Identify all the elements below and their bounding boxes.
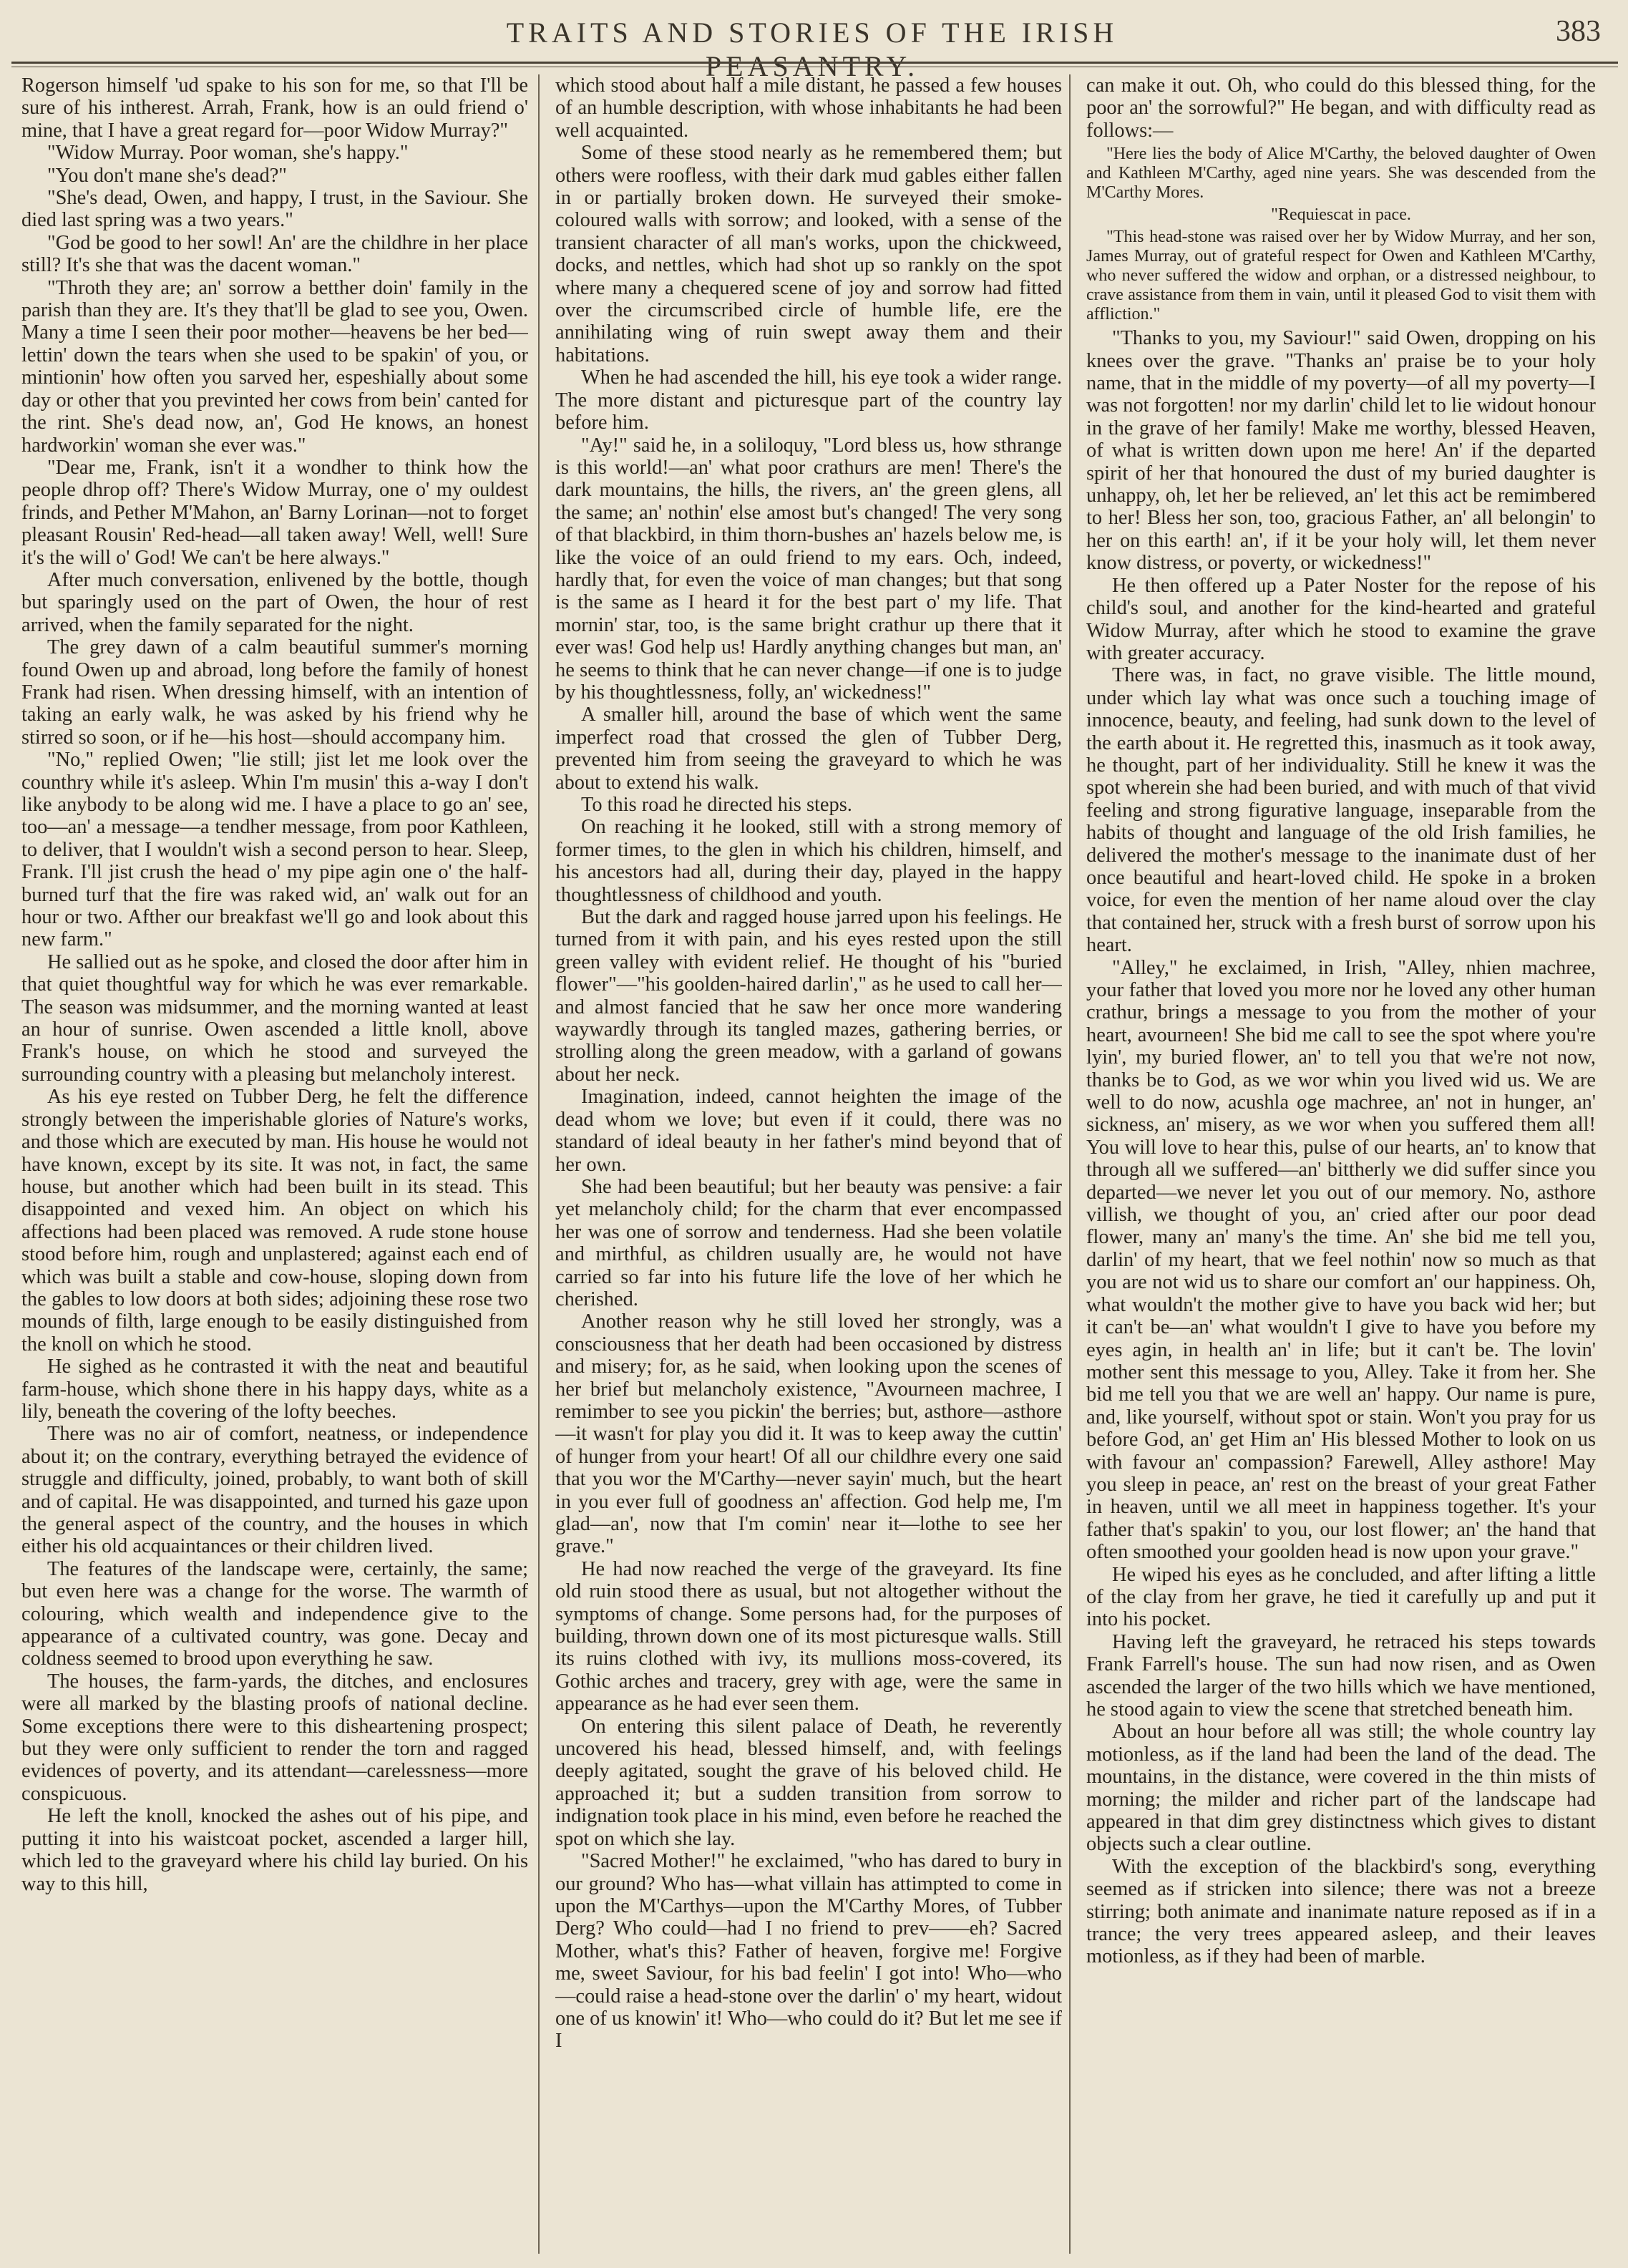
paragraph: "Sacred Mother!" he exclaimed, "who has dared to bury in our ground? Who has—what villain has attimpted to come in upon the M'Carthys—upon the M'Carthy Mores, of Tubber Derg? Who could—had I no friend to prev——eh? Sacred Mother, what's this? Father of heaven, forgive me! Forgive me, sweet Saviour, for his bad feelin' I got into! Who—who—could raise a head-stone over the darlin' o' my heart, widout one of us knowin' it! Who—who could do it? But let me see if I	[555, 1850, 1062, 2053]
paragraph: He left the knoll, knocked the ashes out of his pipe, and putting it into his waistcoat pocket, ascended a larger hill, which led to the graveyard where his child lay buried. On his way to this hill,	[21, 1805, 528, 1895]
running-title: TRAITS AND STORIES OF THE IRISH	[506, 16, 1118, 49]
header-rule	[11, 62, 1618, 64]
paragraph: "Dear me, Frank, isn't it a wondher to think how the people dhrop off? There's Widow Murray, one o' my ouldest frinds, and Pether M'Mahon, an' Barny Lorinan—not to forget pleasant Rousin' Red-head—all taken away! Well, well! Sure it's the will o' God! We can't be here always."	[21, 456, 528, 569]
column-divider	[538, 74, 540, 2254]
page-header	[0, 0, 1628, 69]
paragraph: Some of these stood nearly as he remembered them; but others were roofless, with their dark mud gables either fallen in or partially broken down. He surveyed their smoke-coloured walls with sorrow; and looked, with a sense of the transient character of all man's works, upon the chickweed, docks, and nettles, which had shot up so rankly on the spot where many a chequered scene of joy and sorrow had fitted over the circumscribed circle of humble life, ere the annihilating wing of ruin swept away them and their habitations.	[555, 142, 1062, 366]
paragraph: On reaching it he looked, still with a strong memory of former times, to the glen in which his children, himself, and his ancestors had all, during their day, played in the happy thoughtlessness of childhood and youth.	[555, 816, 1062, 906]
paragraph: "This head-stone was raised over her by Widow Murray, and her son, James Murray, out of grateful respect for Owen and Kathleen M'Carthy, who never suffered the widow and orphan, or a distressed neighbour, to crave assistance from them in vain, until it pleased God to visit them with affliction."	[1086, 228, 1596, 324]
paragraph: Another reason why he still loved her strongly, was a consciousness that her death had been occasioned by distress and misery; for, as he said, when looking upon the scenes of her brief but melancholy existence, "Avourneen machree, I remimber to see you pickin' the berries; but, asthore—asthore—it wasn't for play you did it. It was to keep away the cuttin' of hunger from your heart! Of all our childhre every one said that you wor the M'Carthy—never sayin' much, but the heart in you ever full of goodness an' affection. God help me, I'm glad—an', now that I'm comin' near it—lothe to see her grave."	[555, 1310, 1062, 1558]
text-column-3	[1086, 74, 1596, 2254]
paragraph: "Throth they are; an' sorrow a betther doin' family in the parish than they are. It's they that'll be glad to see you, Owen. Many a time I seen their poor mother—heavens be her bed—lettin' down the tears when she used to be spakin' of you, or mintionin' how often you sarved her, espeshially about some day or other that you previnted her cows from bein' canted for the rint. She's dead now, an', God He knows, an honest hardworkin' woman she ever was."	[21, 276, 528, 457]
paragraph: There was no air of comfort, neatness, or independence about it; on the contrary, everything betrayed the evidence of struggle and difficulty, joined, probably, to want both of skill and of capital. He was disappointed, and turned his gaze upon the general aspect of the country, and the houses in which either his old acquaintances or their children lived.	[21, 1423, 528, 1558]
paragraph: A smaller hill, around the base of which went the same imperfect road that crossed the glen of Tubber Derg, prevented him from seeing the graveyard to which he was about to extend his walk.	[555, 704, 1062, 794]
paragraph: But the dark and ragged house jarred upon his feelings. He turned from it with pain, and his eyes rested upon the still green valley with evident relief. He thought of his "buried flower"—"his goolden-haired darlin'," as he used to call her—and almost fancied that he saw her once more wandering waywardly through its tangled mazes, gathering berries, or strolling along the green meadow, with a garland of gowans about her neck.	[555, 906, 1062, 1086]
paragraph: "Thanks to you, my Saviour!" said Owen, dropping on his knees over the grave. "Thanks an' praise be to your holy name, that in the middle of my poverty—of all my poverty—I was not forgotten! nor my darlin' child let to lie widout honour in the grave of her family! Make me worthy, blessed Heaven, of what is written down upon me here! An' if the departed spirit of her that honoured the dust of my buried daughter is unhappy, oh, let her be relieved, an' let this act be remimbered to her! Bless her son, too, gracious Father, an' all belongin' to her on this earth! an', if it be your holy will, let them never know distress, or poverty, or wickedness!"	[1086, 327, 1596, 575]
paragraph: About an hour before all was still; the whole country lay motionless, as if the land had been the land of the dead. The mountains, in the distance, were covered in the thin mists of morning; the milder and richer part of the landscape had appeared in that dim grey distinctness which gives to distant objects such a clear outline.	[1086, 1721, 1596, 1856]
paragraph: "Widow Murray. Poor woman, she's happy."	[47, 142, 409, 165]
paragraph: He had now reached the verge of the graveyard. Its fine old ruin stood there as usual, but not altogether without the symptoms of change. Some persons had, for the purposes of building, thrown down one of its most picturesque walls. Still its ruins clothed with ivy, its mullions moss-covered, its Gothic arches and tracery, grey with age, were the same in appearance as he had ever seen them.	[555, 1557, 1062, 1715]
paragraph: He sighed as he contrasted it with the neat and beautiful farm-house, which shone there in his happy days, white as a lily, beneath the covering of the lofty beeches.	[21, 1356, 528, 1423]
paragraph: He then offered up a Pater Noster for the repose of his child's soul, and another for the kind-hearted and grateful Widow Murray, after which he stood to examine the grave with greater accuracy.	[1086, 574, 1596, 664]
paragraph: Having left the graveyard, he retraced his steps towards Frank Farrell's house. The sun had now risen, and as Owen ascended the larger of the two hills which we have mentioned, he stood again to view the scene that stretched beneath him.	[1086, 1630, 1596, 1721]
paragraph: She had been beautiful; but her beauty was pensive: a fair yet melancholy child; for the charm that ever encompassed her was one of sorrow and tenderness. Had she been volatile and mirthful, as children usually are, he would not have carried so far into his future life the love of her which he cherished.	[555, 1175, 1062, 1310]
paragraph: "You don't mane she's dead?"	[47, 164, 287, 187]
paragraph: "No," replied Owen; "lie still; jist let me look over the counthry while it's asleep. Whin I'm musin' this a-way I don't like anybody to be along wid me. I have a place to go an' see, too—an' a message—a tendher message, from poor Kathleen, to deliver, that I wouldn't wish a second person to hear. Sleep, Frank. I'll jist crush the head o' my pipe agin one o' the half-burned turf that the fire was raked wid, an' walk out for an hour or two. Afther our breakfast we'll go and look about this new farm."	[21, 749, 528, 951]
paragraph: "Here lies the body of Alice M'Carthy, the beloved daughter of Owen and Kathleen M'Carthy, aged nine years. She was descended from the M'Carthy Mores.	[1086, 145, 1596, 203]
page-number: 383	[1556, 15, 1601, 48]
paragraph: On entering this silent palace of Death, he reverently uncovered his head, blessed himself, and, with feelings deeply agitated, sought the grave of his beloved child. He approached it; but a sudden transition from sorrow to indignation took place in his mind, even before he reached the spot on which she lay.	[555, 1715, 1062, 1850]
paragraph: With the exception of the blackbird's song, everything seemed as if stricken into silence; there was not a breeze stirring; both animate and inanimate nature reposed as if in a trance; the very trees appeared asleep, and their leaves motionless, as if they had been of marble.	[1086, 1855, 1596, 1968]
paragraph: "She's dead, Owen, and happy, I trust, in the Saviour. She died last spring was a two years."	[21, 187, 528, 232]
paragraph: When he had ascended the hill, his eye took a wider range. The more distant and picturesque part of the country lay before him.	[555, 366, 1062, 434]
column-divider	[1069, 74, 1071, 2254]
paragraph: The houses, the farm-yards, the ditches, and enclosures were all marked by the blasting proofs of national decline. Some exceptions there were to this disheartening prospect; but they were only sufficient to render the torn and ragged evidences of poverty, and its attendant—carelessness—more conspicuous.	[21, 1670, 528, 1805]
paragraph: which stood about half a mile distant, he passed a few houses of an humble description, with whose inhabitants he had been well acquainted.	[555, 74, 1062, 142]
paragraph: "Requiescat in pace.	[1271, 205, 1411, 225]
paragraph: can make it out. Oh, who could do this blessed thing, for the poor an' the sorrowful?" He began, and with difficulty read as follows:—	[1086, 74, 1596, 142]
paragraph: To this road he directed his steps.	[581, 794, 852, 816]
paragraph: "God be good to her sowl! An' are the childhre in her place still? It's she that was the dacent woman."	[21, 231, 528, 277]
paragraph: Rogerson himself 'ud spake to his son for me, so that I'll be sure of his intherest. Arrah, Frank, how is an ould friend o' mine, that I have a great regard for—poor Widow Murray?"	[21, 74, 528, 142]
paragraph: "Alley," he exclaimed, in Irish, "Alley, nhien machree, your father that loved you more nor he loved any other human crathur, brings a message to you from the mother of your heart, avourneen! She bid me call to see the spot where you're lyin', my buried flower, an' to tell you that we're not now, thanks be to God, as we wor whin you lived wid us. We are well to do now, acushla oge machree, an' not in hunger, an' sickness, an' misery, as we wor when you suffered them all! You will love to hear this, pulse of our hearts, an' to know that through all we suffered—an' bittherly we did suffer since you departed—we never let you out of our memory. No, asthore villish, we thought of you, an' cried after our poor dead flower, many an' many's the time. An' she bid me tell you, darlin' of my heart, that we feel nothin' now so much as that you are not wid us to share our comfort an' our happiness. Oh, what wouldn't the mother give to have you back wid her; but it can't be—an' what wouldn't I give to have you before my eyes agin, in health an' in life; but it can't be. The lovin' mother sent this message to you, Alley. Take it from her. She bid me tell you that we are well an' happy. Our name is pure, and, like yourself, without spot or stain. Won't you pray for us before God, an' get Him an' His blessed Mother to look on us with favour an' compassion? Farewell, Alley asthore! May you sleep in peace, an' rest on the breast of your great Father in heaven, until we all meet in happiness together. It's your father that's spakin' to you, our lost flower; an' the hand that often smoothed your goolden head is now upon your grave."	[1086, 956, 1596, 1564]
text-column-2	[555, 74, 1062, 2254]
paragraph: He wiped his eyes as he concluded, and after lifting a little of the clay from her grave, he tied it carefully up and put it into his pocket.	[1086, 1563, 1596, 1631]
paragraph: Imagination, indeed, cannot heighten the image of the dead whom we love; but even if it could, there was no standard of ideal beauty in her father's mind beyond that of her own.	[555, 1086, 1062, 1176]
paragraph: The features of the landscape were, certainly, the same; but even here was a change for the worse. The warmth of colouring, which wealth and independence give to the appearance of a cultivated country, was gone. Decay and coldness seemed to brood upon everything he saw.	[21, 1557, 528, 1670]
paragraph: "Ay!" said he, in a soliloquy, "Lord bless us, how sthrange is this world!—an' what poor crathurs are men! There's the dark mountains, the hills, the rivers, an' the green glens, all the same; an' nothin' else amost but's changed! The very song of that blackbird, in thim thorn-bushes an' hazels below me, is like the voice of an ould friend to my ears. Och, indeed, hardly that, for even the voice of man changes; but that song is the same as I heard it for the best part o' my life. That mornin' star, too, is the same bright crathur up there that it ever was! God help us! Hardly anything changes but man, an' he seems to think that he can never change—if one is to judge by his thoughtlessness, folly, an' wickedness!"	[555, 434, 1062, 704]
paragraph: The grey dawn of a calm beautiful summer's morning found Owen up and abroad, long before the family of honest Frank had risen. When dressing himself, with an intention of taking an early walk, he was asked by his friend why he stirred so soon, or if he—his host—should accompany him.	[21, 636, 528, 749]
paragraph: As his eye rested on Tubber Derg, he felt the difference strongly between the imperishable glories of Nature's works, and those which are executed by man. His house he would not have known, except by its site. It was not, in fact, the same house, but another which had been built in its stead. This disappointed and vexed him. An object on which his affections had been placed was removed. A rude stone house stood before him, rough and unplastered; against each end of which was built a stable and cow-house, sloping down from the gables to low doors at both sides; adjoining these rose two mounds of filth, large enough to be easily distinguished from the knoll on which he stood.	[21, 1086, 528, 1356]
paragraph: After much conversation, enlivened by the bottle, though but sparingly used on the part of Owen, the hour of rest arrived, when the family separated for the night.	[21, 568, 528, 636]
paragraph: He sallied out as he spoke, and closed the door after him in that quiet thoughtful way for which he was ever remarkable. The season was midsummer, and the morning wanted at least an hour of sunrise. Owen ascended a little knoll, above Frank's house, on which he stood and surveyed the surrounding country with a pleasing but melancholy interest.	[21, 950, 528, 1086]
text-column-1	[21, 74, 528, 2254]
paragraph: There was, in fact, no grave visible. The little mound, under which lay what was once such a touching image of innocence, beauty, and feeling, had sunk down to the level of the earth about it. He regretted this, inasmuch as it took away, he thought, part of her individuality. Still he knew it was the spot wherein she had been buried, and with much of that vivid feeling and strong figurative language, inseparable from the habits of thought and language of the old Irish families, he delivered the mother's message to the inanimate dust of her once beautiful and heart-loved child. He spoke in a broken voice, for even the mention of her name aloud over the clay that contained her, struck with a fresh burst of sorrow upon his heart.	[1086, 664, 1596, 957]
